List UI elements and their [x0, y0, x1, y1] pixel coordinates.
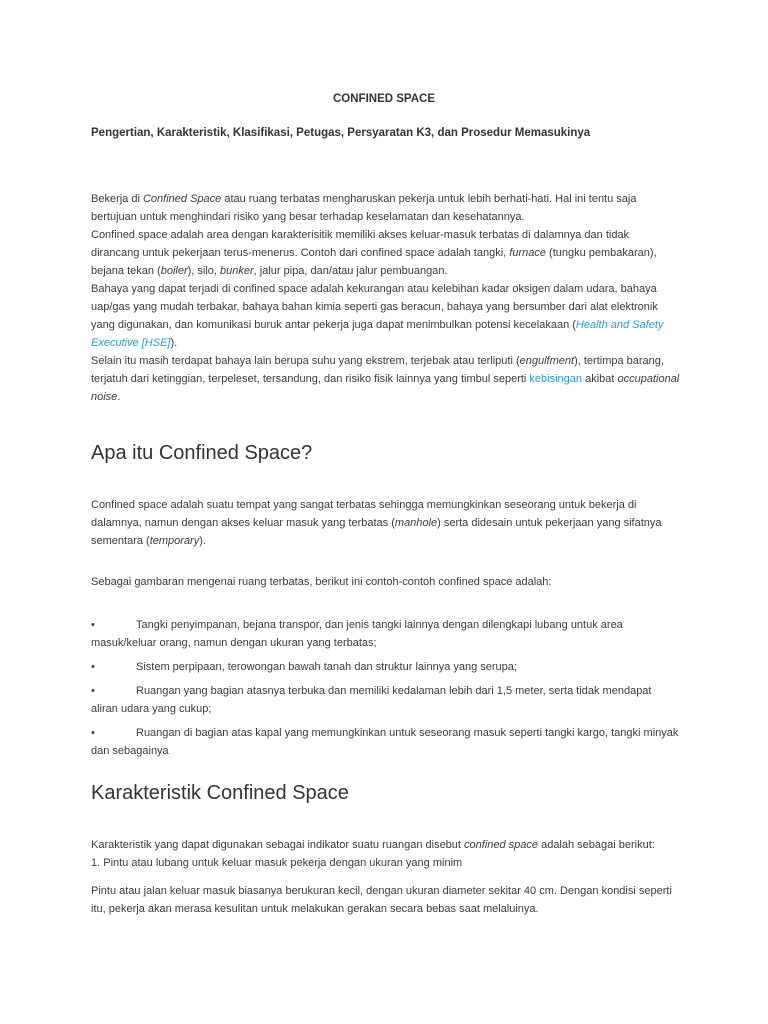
list-item	[91, 616, 680, 652]
section1-paragraph-2: Sebagai gambaran mengenai ruang terbatas, berikut ini contoh-contoh confined space adalah:	[91, 576, 552, 588]
section2-paragraph-1	[91, 836, 680, 872]
emphasis: boiler	[160, 265, 188, 277]
text-run: Karakteristik yang dapat digunakan sebagai indikator suatu ruangan disebut	[91, 839, 465, 851]
text-run: Bekerja di	[91, 193, 143, 205]
emphasis: bunker	[220, 265, 254, 277]
section1-paragraph-1	[91, 496, 680, 550]
text-run: adalah sebagai berikut:	[538, 839, 655, 851]
emphasis: occupational noise	[91, 373, 680, 403]
text-run: Selain itu masih terdapat bahaya lain berupa suhu yang ekstrem, terjebak atau terliputi (	[91, 355, 520, 367]
document-subtitle: Pengertian, Karakteristik, Klasifikasi, Petugas, Persyaratan K3, dan Prosedur Memasukinya	[91, 127, 591, 139]
text-run: atau ruang terbatas mengharuskan pekerja untuk lebih berhati-hati. Hal ini tentu saja bertujuan untuk menghindari risiko yang besar terhadap keselamatan dan kesehatannya.	[91, 193, 637, 223]
emphasis: Confined Space	[142, 193, 222, 205]
text-run: , jalur pipa, dan/atau jalur pembuangan.	[253, 265, 448, 277]
emphasis: manhole	[394, 517, 438, 529]
text-run: Confined space adalah suatu tempat yang sangat terbatas sehingga memungkinkan seseorang untuk bekerja di dalamnya, namun dengan akses keluar masuk yang terbatas (	[91, 499, 637, 529]
bullet-icon: •	[91, 727, 95, 739]
text-run: ), silo,	[187, 265, 221, 277]
list-item	[91, 724, 680, 760]
text-run: ).	[199, 535, 206, 547]
list-item-text: Ruangan di bagian atas kapal yang memungkinkan untuk seseorang masuk seperti tangki kargo, tangki minyak dan sebagainya	[91, 727, 679, 757]
list-item-text: Tangki penyimpanan, bejana transpor, dan jenis tangki lainnya dengan dilengkapi lubang untuk area masuk/keluar orang, namun dengan ukuran yang terbatas;	[91, 619, 623, 649]
bullet-icon: •	[91, 619, 95, 631]
section-heading-karakteristik: Karakteristik Confined Space	[91, 782, 349, 804]
section2-paragraph-2: Pintu atau jalan keluar masuk biasanya berukuran kecil, dengan ukuran diameter sekitar 40 cm. Dengan kondisi seperti itu, pekerja akan merasa kesulitan untuk melakukan gerakan secara bebas saat melaluinya.	[91, 885, 672, 915]
list-item	[91, 682, 680, 718]
text-run: ), tertimpa barang, terjatuh dari ketinggian, terpeleset, tersandung, dan risiko fisik lainnya yang timbul seperti	[91, 355, 664, 385]
emphasis: furnace	[509, 247, 546, 259]
examples-list	[91, 616, 680, 766]
intro-paragraph-3	[91, 280, 680, 352]
list-item-text: Sistem perpipaan, terowongan bawah tanah dan struktur lainnya yang serupa;	[136, 661, 517, 673]
document-title: CONFINED SPACE	[332, 93, 436, 105]
text-run: (tungku pembakaran), bejana tekan (	[91, 247, 657, 277]
section-heading-apa-itu: Apa itu Confined Space?	[91, 442, 313, 464]
numbered-point-1: 1. Pintu atau lubang untuk keluar masuk pekerja dengan ukuran yang minim	[91, 857, 463, 869]
list-item	[91, 658, 680, 676]
intro-paragraph-4	[91, 352, 680, 406]
emphasis: temporary	[149, 535, 200, 547]
emphasis: engulfment	[519, 355, 575, 367]
text-run: Confined space adalah area dengan karakterisitik memiliki akses keluar-masuk terbatas di dalamnya dan tidak dirancang untuk pekerjaan terus-menerus. Contoh dari confined space adalah tangki,	[91, 229, 630, 259]
text-run: ) serta didesain untuk pekerjaan yang sifatnya sementara (	[91, 517, 662, 547]
kebisingan-link[interactable]: kebisingan	[529, 373, 583, 385]
emphasis: confined space	[464, 839, 539, 851]
list-item-text: Ruangan yang bagian atasnya terbuka dan memiliki kedalaman lebih dari 1,5 meter, serta tidak mendapat aliran udara yang cukup;	[91, 685, 652, 715]
bullet-icon: •	[91, 661, 95, 673]
intro-text	[91, 190, 680, 406]
text-run: .	[117, 391, 121, 403]
intro-paragraph-2	[91, 226, 680, 280]
bullet-icon: •	[91, 685, 95, 697]
text-run: ).	[170, 337, 178, 349]
hse-link[interactable]: Health and Safety Executive [HSE]	[91, 319, 664, 349]
intro-paragraph-1	[91, 190, 680, 226]
text-run: akibat	[582, 373, 618, 385]
text-run: Bahaya yang dapat terjadi di confined space adalah kekurangan atau kelebihan kadar oksigen dalam udara, bahaya uap/gas yang mudah terbakar, bahaya bahan kimia seperti gas beracun, bahaya yang bersumber dari alat elektronik yang digunakan, dan komunikasi buruk antar pekerja juga dapat menimbulkan potensi kecelakaan (	[91, 283, 658, 331]
